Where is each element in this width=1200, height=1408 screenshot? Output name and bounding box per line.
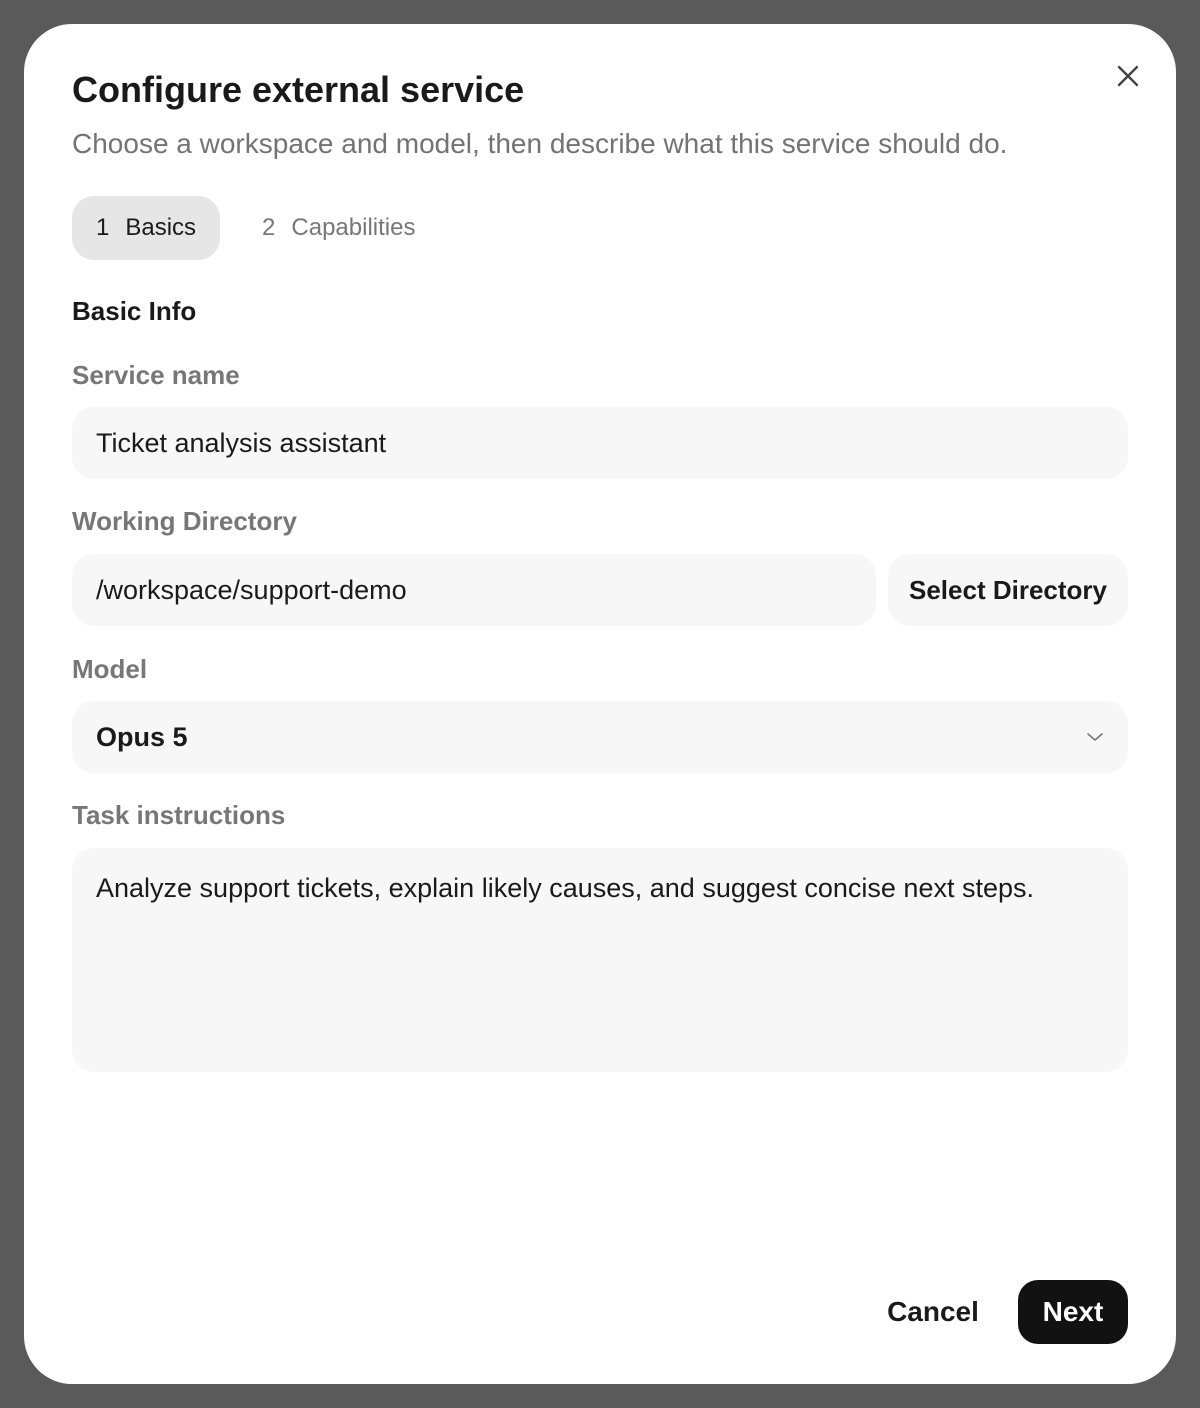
select-directory-button[interactable]: Select Directory [888,554,1128,626]
step-label: Capabilities [291,214,416,241]
model-label: Model [72,654,148,684]
working-directory-label: Working Directory [72,506,297,536]
close-icon [1116,64,1140,88]
task-instructions-label: Task instructions [72,800,286,830]
section-heading: Basic Info [72,296,197,326]
service-name-label: Service name [72,360,240,390]
step-number: 2 [262,214,276,241]
task-instructions-textarea[interactable] [72,848,1128,1072]
step-tabs [72,196,439,260]
step-label: Basics [125,214,197,241]
step-number: 1 [96,214,110,241]
tab-capabilities[interactable] [238,196,439,260]
model-select-value: Opus 5 [96,721,188,752]
close-button[interactable] [1108,56,1148,96]
configure-service-dialog [24,24,1176,1384]
chevron-down-icon [1086,731,1104,743]
next-button[interactable]: Next [1018,1280,1128,1344]
dialog-subtitle: Choose a workspace and model, then describe what this service should do. [72,128,1008,159]
model-select[interactable] [72,701,1128,773]
working-directory-input[interactable] [72,554,876,626]
dialog-title: Configure external service [72,69,525,110]
cancel-button[interactable]: Cancel [872,1280,994,1344]
service-name-input[interactable] [72,407,1128,479]
tab-basics[interactable] [72,196,220,260]
